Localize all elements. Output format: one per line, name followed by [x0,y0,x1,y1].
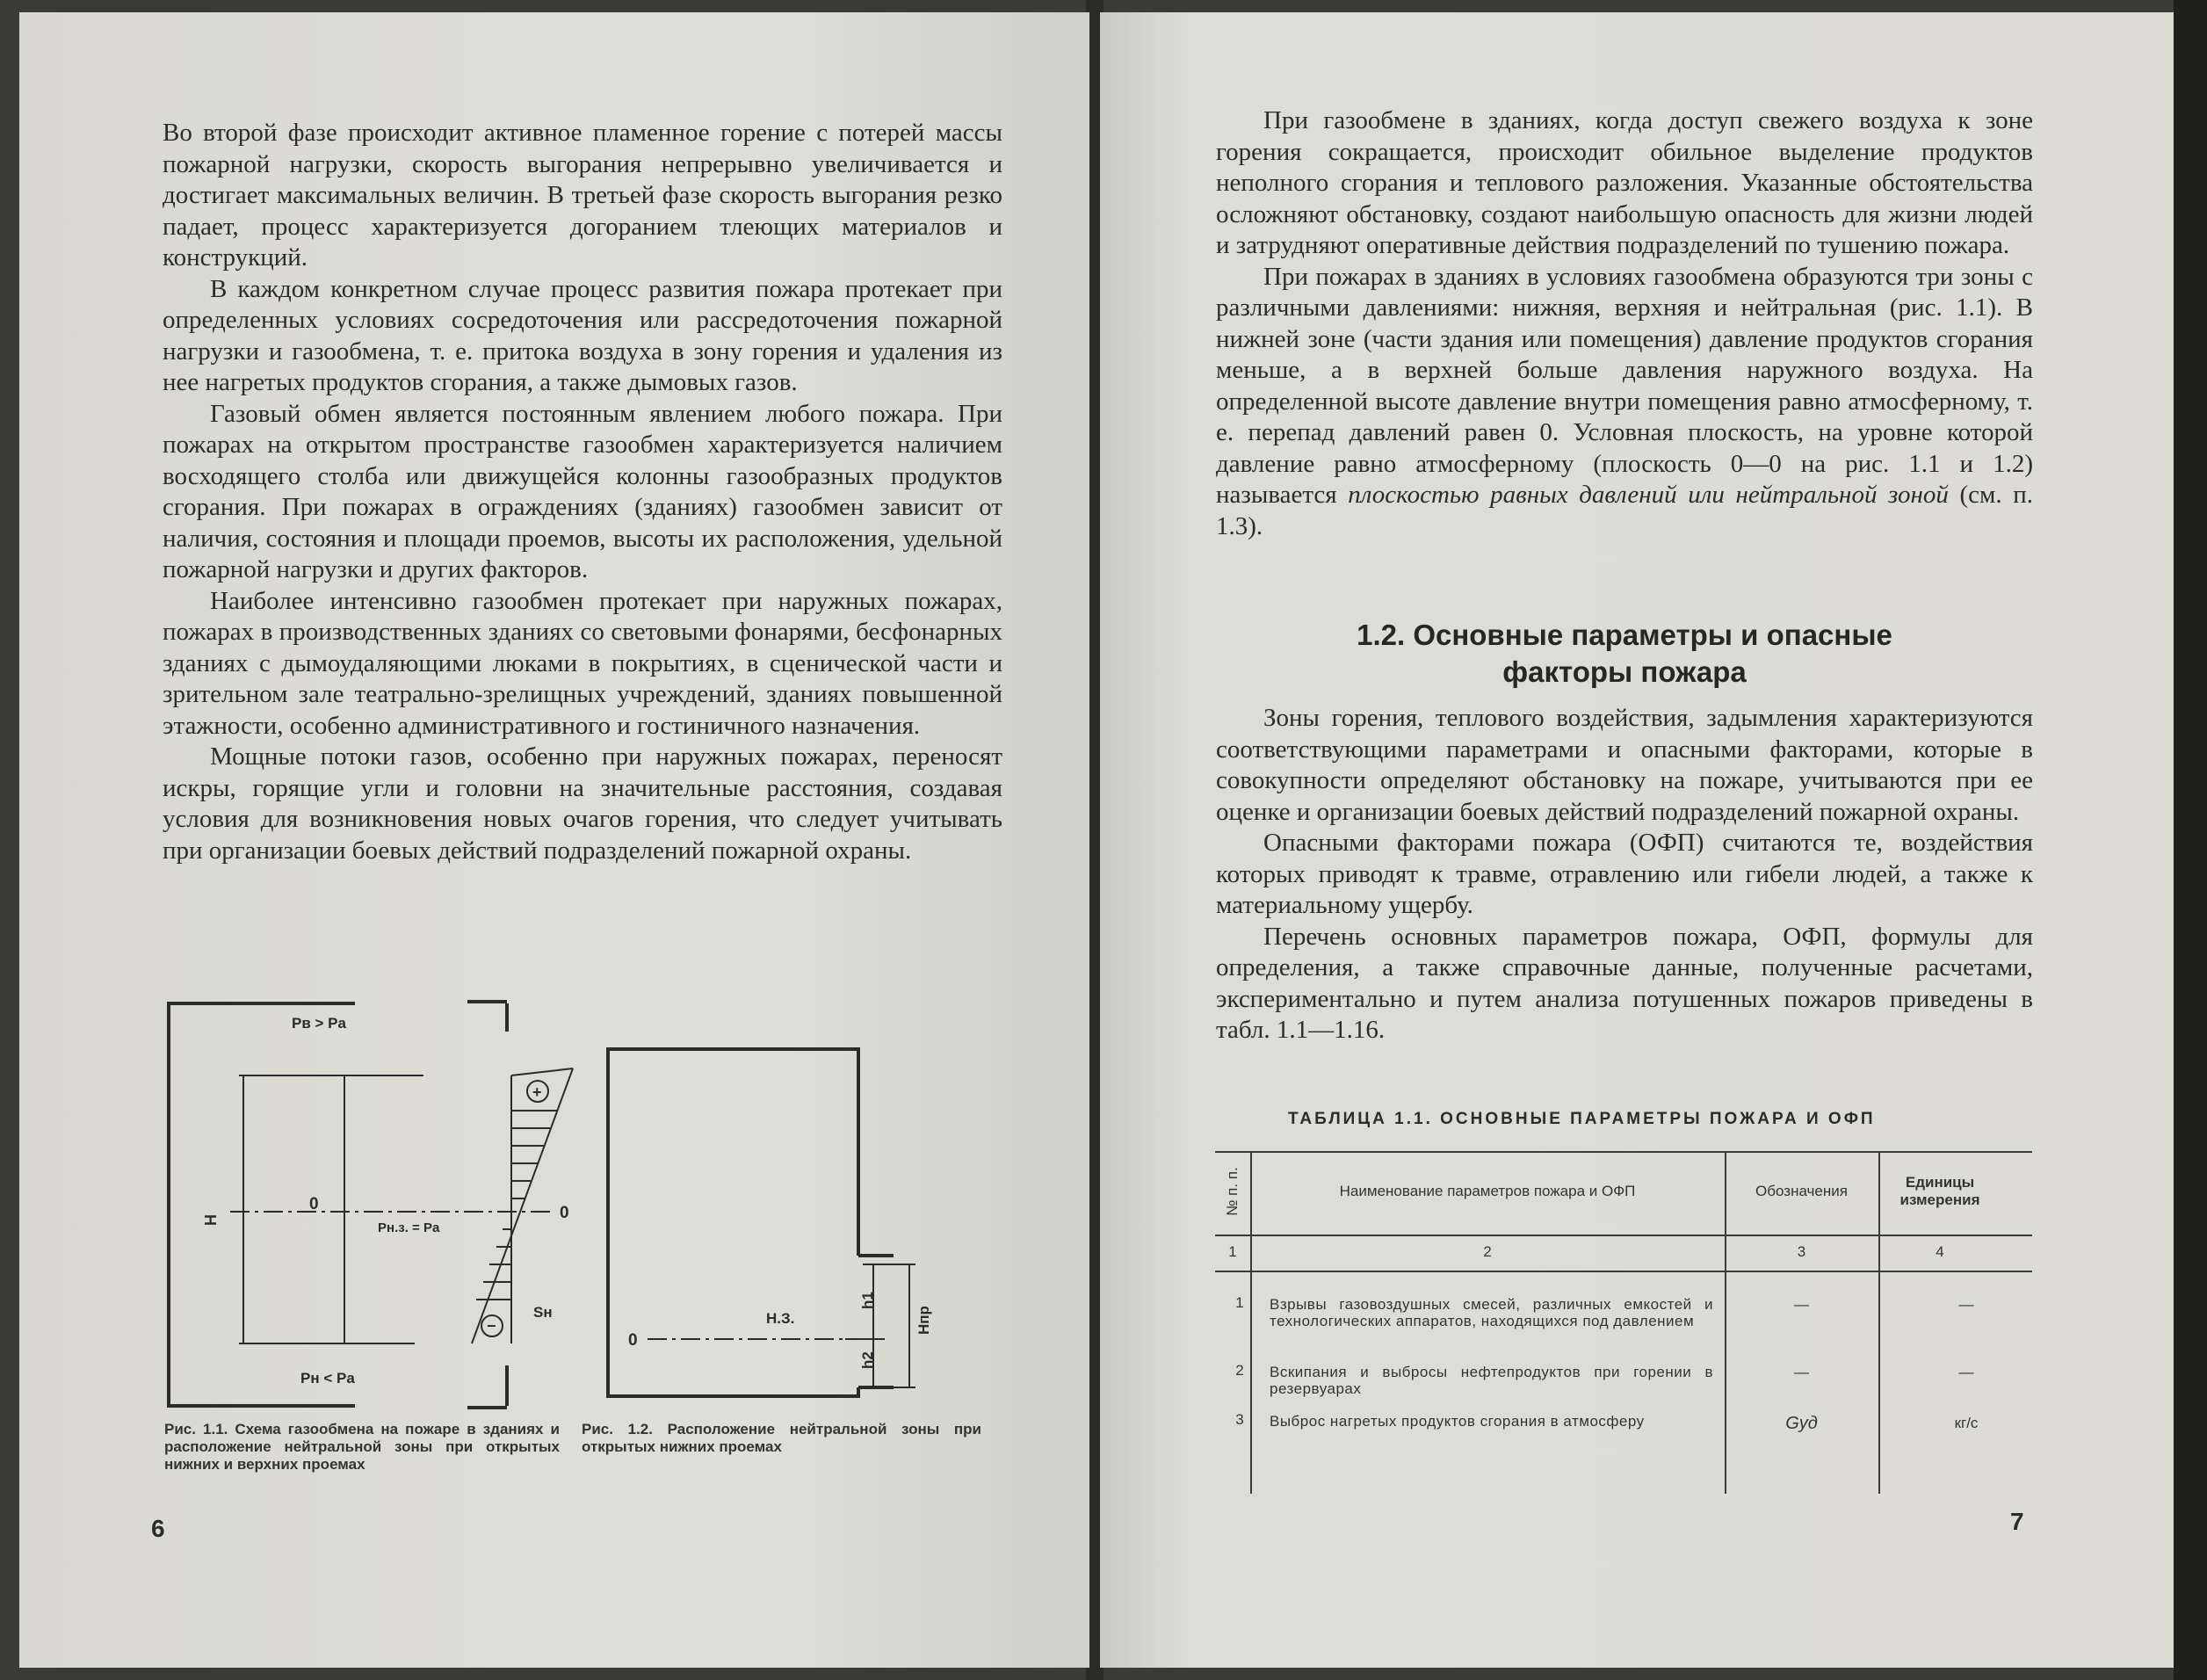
figure-1-2 [599,1040,1003,1409]
paragraph: Опасными факторами пожара (ОФП) считаются те, воздействия которых приводят к травме, отравлению или гибели людей, а также к материальному ущербу. [1216,829,2033,919]
table-row-num: 3 [1235,1411,1244,1428]
heading-line: 1.2. Основные параметры и опасные [1357,619,1892,651]
table-header-name: Наименование параметров пожара и ОФП [1339,1183,1636,1199]
h2-label: h2 [859,1351,876,1369]
height-label: H [201,1214,219,1226]
page-number: 6 [151,1515,165,1542]
table-row-unit: — [1958,1296,1974,1313]
table-header-symbol: Обозначения [1755,1183,1848,1199]
h1-label: h1 [859,1292,876,1309]
table-row-num: 1 [1235,1294,1244,1311]
pressure-bottom-label: Pн < Pа [300,1370,355,1387]
zero-left-label: 0 [309,1195,319,1213]
hnp-label: Hпр [915,1306,932,1335]
zero-label: 0 [628,1331,638,1350]
paragraph: Газовый обмен является постоянным явлением любого пожара. При пожарах на открытом пространстве газообмен характеризуется наличием восходящего столба или движущейся колонны газообразных продуктов сгорания. При пожарах в ограждениях (зданиях) газообмен зависит от наличия, состояния и площади проемов, высоты их расположения, удельной пожарной нагрузки и других факторов. [163,399,1002,583]
table-title: ТАБЛИЦА 1.1. ОСНОВНЫЕ ПАРАМЕТРЫ ПОЖАРА И ОФП [1288,1110,1876,1128]
table-row-num: 2 [1235,1362,1244,1379]
neutral-zone-label: Н.З. [766,1310,795,1327]
section-heading [1216,617,2033,691]
table-row-symbol: Gуд [1785,1414,1818,1433]
paragraph: При газообмене в зданиях, когда доступ свежего воздуха к зоне горения сокращается, происходит обильное выделение продуктов неполного сгорания и теплового разложения. Указанные обстоятельства осложняют обстановку, создают наибольшую опасность для жизни людей и затрудняют оперативные действия подразделений по тушению пожара. [1216,106,2033,259]
table-header-unit: Единицы измерения [1899,1174,1980,1208]
page-number: 7 [2010,1508,2024,1535]
table-row-symbol: — [1794,1364,1809,1380]
left-page [19,12,1089,1668]
minus-icon: − [487,1317,496,1335]
paragraph: Во второй фазе происходит активное пламенное горение с потерей массы пожарной нагрузки, скорость выгорания непрерывно увеличивается и достигает максимальных величин. В третьей фазе скорость выгорания резко падает, процесс характеризуется догоранием тлеющих материалов и конструкций. [163,119,1002,272]
neutral-pressure-label: Pн.з. = Pа [378,1220,440,1235]
paragraph: Мощные потоки газов, особенно при наружных пожарах, переносят искры, горящие угли и головни на значительные расстояния, создавая условия для возникновения новых очагов горения, что следует учитывать при организации боевых действий подразделений пожарной охраны. [163,742,1002,865]
paragraph: В каждом конкретном случае процесс развития пожара протекает при определенных условиях сосредоточения или рассредоточения пожарной нагрузки и газообмена, т. е. притока воздуха в зону горения и удаления из нее нагретых продуктов сгорания, а также дымовых газов. [163,274,1002,396]
table-column-number: 2 [1483,1243,1492,1260]
table-row-name: Взрывы газовоздушных смесей, различных емкостей и технологических аппаратов, находящихся под давлением [1270,1296,1713,1329]
sn-label: Sн [533,1304,553,1321]
table-row-name: Вскипания и выбросы нефтепродуктов при горении в резервуарах [1270,1364,1713,1397]
book-edge [2174,0,2207,1680]
figure-1-2-caption: Рис. 1.2. Расположение нейтральной зоны при открытых нижних проемах [582,1421,981,1455]
zero-right-label: 0 [560,1204,569,1222]
left-page-body [163,118,1002,866]
pressure-top-label: Pв > Pа [292,1015,346,1032]
table-column-number: 3 [1797,1243,1806,1260]
paragraph [1216,262,2033,543]
figure-1-1 [160,988,599,1445]
table-column-number: 4 [1936,1243,1944,1260]
table-row-name: Выброс нагретых продуктов сгорания в атмосферу [1270,1413,1645,1430]
table-header-num: № п. п. [1224,1167,1241,1216]
table-column-number: 1 [1228,1243,1237,1260]
plus-icon: + [532,1083,542,1101]
table-row-symbol: — [1794,1296,1809,1313]
italic-term: плоскостью равных давлений или нейтральной зоной [1348,481,1949,509]
paragraph-text: При пожарах в зданиях в условиях газообмена образуются три зоны с различными давлениями: нижняя, верхняя и нейтральная (рис. 1.1). В нижней зоне (части здания или помещения) давление продуктов сгорания меньше, а в верхней больше давления наружного воздуха. На определенной высоте давление внутри помещения равно атмосферному, т. е. перепад давлений равен 0. Условная плоскость, на уровне которой давление равно атмосферному (плоскость 0—0 на рис. 1.1 и 1.2) называется [1216,262,2033,509]
paragraph: Наиболее интенсивно газообмен протекает при наружных пожарах, пожарах в производственных зданиях со световыми фонарями, бесфонарных зданиях с дымоудаляющими люками в покрытиях, в сценической части и зрительном зале театрально-зрелищных учреждений, зданиях повышенной этажности, особенно административного и гостиничного назначения. [163,586,1002,740]
paragraph: Зоны горения, теплового воздействия, задымления характеризуются соответствующими параметрами и опасными факторами, которые в совокупности определяют обстановку на пожаре, учитываются при ее оценке и организации боевых действий подразделений пожарной охраны. [1216,704,2033,826]
table-row-unit: — [1958,1364,1974,1380]
parameters-table [1215,1151,2032,1494]
table-row-unit: кг/с [1954,1415,1979,1431]
right-page-body-bottom [1216,703,2033,1046]
paragraph-text: (см. п. 1.3). [1216,481,2034,540]
right-page-body-top [1216,105,2033,542]
figure-1-1-caption: Рис. 1.1. Схема газообмена на пожаре в зданиях и расположение нейтральной зоны при открытых нижних и верхних проемах [164,1421,560,1473]
paragraph: Перечень основных параметров пожара, ОФП, формулы для определения, а также справочные данные, полученные расчетами, экспериментально и путем анализа потушенных пожаров приведены в табл. 1.1—1.16. [1216,922,2033,1044]
heading-line: факторы пожара [1502,655,1747,688]
